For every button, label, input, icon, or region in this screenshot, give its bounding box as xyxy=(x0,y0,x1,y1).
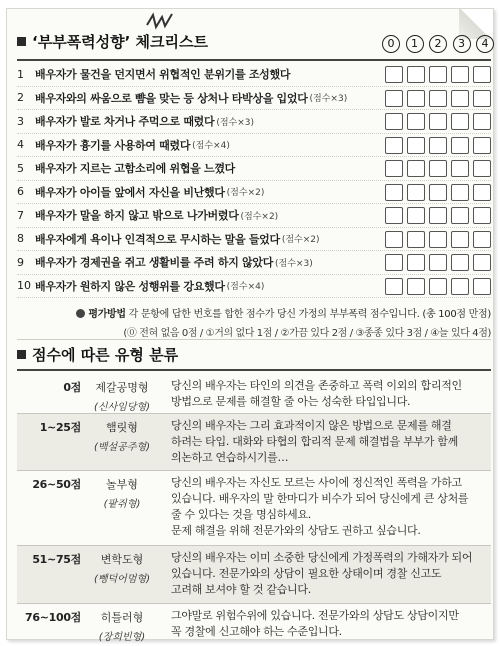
score-options-header xyxy=(382,35,494,53)
answer-box[interactable] xyxy=(473,66,491,83)
answer-box[interactable] xyxy=(429,278,447,295)
answer-boxes xyxy=(385,113,491,130)
type-name xyxy=(81,604,163,646)
answer-box[interactable] xyxy=(429,66,447,83)
item-text: 배우자가 말을 하지 않고 밖으로 나가버렸다 xyxy=(35,209,239,223)
item-weight: (점수×3) xyxy=(275,258,313,269)
answer-boxes xyxy=(385,90,491,107)
score-range: 76~100점 xyxy=(24,611,81,624)
types-title: 점수에 따른 유형 분류 xyxy=(32,346,179,364)
method-text: 각 문항에 답한 번호를 합한 점수가 당신 가정의 부부폭력 점수입니다. (총 100점 만점) xyxy=(125,309,491,320)
checklist-item xyxy=(17,204,491,228)
answer-box[interactable] xyxy=(429,90,447,107)
description-line: 줄 수 있다는 것을 명심하세요. xyxy=(171,508,311,521)
item-text: 배우자와의 싸움으로 뺨을 맞는 등 상처나 타박상을 입었다 xyxy=(35,91,308,105)
bullet-icon xyxy=(76,309,85,318)
answer-box[interactable] xyxy=(429,184,447,201)
answer-box[interactable] xyxy=(429,207,447,224)
answer-box[interactable] xyxy=(451,254,469,271)
method-label: 평가방법 xyxy=(88,309,126,320)
types-table xyxy=(17,374,491,646)
answer-boxes xyxy=(385,184,491,201)
answer-box[interactable] xyxy=(473,254,491,271)
item-text: 배우자가 지르는 고함소리에 위협을 느꼈다 xyxy=(35,162,235,176)
description-line: 당신의 배우자는 자신도 모르는 사이에 정신적인 폭력을 가하고 xyxy=(171,476,462,489)
type-name xyxy=(81,414,163,470)
answer-box[interactable] xyxy=(451,137,469,154)
answer-box[interactable] xyxy=(407,137,425,154)
answer-box[interactable] xyxy=(451,66,469,83)
score-range: 51~75점 xyxy=(32,553,81,566)
type-alias: (신사임당형) xyxy=(93,402,151,413)
type-row xyxy=(17,604,491,646)
type-name xyxy=(81,546,163,603)
description-line: 당신의 배우자는 타인의 의견을 존중하고 폭력 이외의 합리적인 xyxy=(171,379,462,392)
answer-box[interactable] xyxy=(429,231,447,248)
item-weight: (점수×3) xyxy=(216,117,255,128)
type-label: 변학도형 xyxy=(100,553,144,566)
answer-boxes xyxy=(385,66,491,83)
divider xyxy=(17,59,491,61)
type-label: 제갈공명형 xyxy=(95,381,149,394)
answer-box[interactable] xyxy=(407,90,425,107)
answer-box[interactable] xyxy=(385,254,403,271)
answer-box[interactable] xyxy=(407,113,425,130)
checklist-item xyxy=(17,181,491,205)
scale-legend: (⓪ 전혀 없음 0점 / ①거의 없다 1점 / ②가끔 있다 2점 / ③종종 있다 3점 / ④늘 있다 4점) xyxy=(123,328,491,339)
checklist-title: ‘부부폭력성향’ 체크리스트 xyxy=(32,33,209,51)
answer-box[interactable] xyxy=(473,113,491,130)
answer-box[interactable] xyxy=(451,90,469,107)
answer-box[interactable] xyxy=(407,160,425,177)
description-line: 있습니다. 배우자의 말 한마디가 비수가 되어 당신에게 큰 상처를 xyxy=(171,492,469,505)
description-line: 꼭 경찰에 신고해야 하는 수준입니다. xyxy=(171,625,342,638)
answer-box[interactable] xyxy=(451,207,469,224)
answer-box[interactable] xyxy=(385,207,403,224)
type-row xyxy=(17,374,491,414)
item-number: 4 xyxy=(17,138,24,152)
answer-box[interactable] xyxy=(407,231,425,248)
description-line: 하려는 타입. 대화와 타협의 합리적 문제 해결법을 부부가 함께 xyxy=(171,435,458,448)
item-text: 배우자가 원하지 않은 성행위를 강요했다 xyxy=(35,279,225,293)
type-alias: (백설공주형) xyxy=(93,442,151,453)
type-row xyxy=(17,471,491,546)
item-weight: (점수×4) xyxy=(226,282,265,293)
checklist-item xyxy=(17,110,491,134)
answer-box[interactable] xyxy=(451,231,469,248)
type-description xyxy=(163,604,491,646)
type-description xyxy=(163,374,491,413)
answer-box[interactable] xyxy=(385,113,403,130)
answer-box[interactable] xyxy=(407,254,425,271)
answer-box[interactable] xyxy=(407,66,425,83)
type-alias: (장희빈형) xyxy=(98,632,146,643)
answer-box[interactable] xyxy=(451,184,469,201)
item-number: 7 xyxy=(17,208,24,222)
item-weight: (점수×2) xyxy=(226,188,265,199)
item-number: 10 xyxy=(17,279,31,293)
answer-box[interactable] xyxy=(407,184,425,201)
answer-box[interactable] xyxy=(429,254,447,271)
checklist-item xyxy=(17,63,491,87)
square-bullet-icon xyxy=(17,37,26,46)
evaluation-method xyxy=(17,305,491,339)
answer-box[interactable] xyxy=(473,90,491,107)
item-number: 5 xyxy=(17,161,24,175)
checklist-item xyxy=(17,275,491,299)
answer-boxes xyxy=(385,137,491,154)
score-range: 26~50점 xyxy=(32,478,81,491)
item-number: 1 xyxy=(17,67,24,81)
description-line: 의논하고 연습하시기를… xyxy=(171,451,289,464)
answer-box[interactable] xyxy=(385,66,403,83)
answer-box[interactable] xyxy=(451,160,469,177)
checklist-item xyxy=(17,251,491,275)
description-line: 있습니다. 전문가와의 상담이 필요한 상태이며 경찰 신고도 xyxy=(171,567,442,580)
description-line: 방법으로 문제를 해결할 줄 아는 성숙한 타입입니다. xyxy=(171,395,411,408)
description-line: 고려해 보셔야 할 것 같습니다. xyxy=(171,583,311,596)
answer-box[interactable] xyxy=(407,278,425,295)
divider xyxy=(17,369,491,371)
score-option: 2 xyxy=(429,35,447,53)
type-alias: (뺑덕어멈형) xyxy=(93,574,151,585)
item-text: 배우자가 경제권을 쥐고 생활비를 주려 하지 않았다 xyxy=(35,256,274,270)
answer-box[interactable] xyxy=(473,231,491,248)
item-weight: (점수×2) xyxy=(240,211,279,222)
checklist-items xyxy=(17,63,491,298)
item-text: 배우자가 발로 차거나 주먹으로 때렸다 xyxy=(35,115,215,129)
answer-boxes xyxy=(385,160,491,177)
checklist-sheet xyxy=(6,8,494,643)
answer-box[interactable] xyxy=(473,207,491,224)
answer-box[interactable] xyxy=(473,278,491,295)
item-number: 8 xyxy=(17,232,24,246)
type-label: 놀부형 xyxy=(106,478,138,491)
item-number: 6 xyxy=(17,185,24,199)
answer-box[interactable] xyxy=(451,113,469,130)
score-option: 4 xyxy=(476,35,494,53)
score-option: 0 xyxy=(382,35,400,53)
answer-box[interactable] xyxy=(429,113,447,130)
item-weight: (점수×2) xyxy=(281,235,320,246)
description-line: 당신의 배우자는 그리 효과적이지 않은 방법으로 문제를 해결 xyxy=(171,419,452,432)
score-option: 3 xyxy=(453,35,471,53)
answer-box[interactable] xyxy=(429,137,447,154)
score-option: 1 xyxy=(406,35,424,53)
item-text: 배우자가 물건을 던지면서 위협적인 분위기를 조성했다 xyxy=(35,68,291,82)
type-label: 히틀러형 xyxy=(100,611,144,624)
checklist-item xyxy=(17,157,491,181)
answer-boxes xyxy=(385,231,491,248)
type-description xyxy=(163,414,491,470)
type-label: 햄릿형 xyxy=(106,421,138,434)
type-description xyxy=(163,471,491,545)
score-range: 0점 xyxy=(63,381,81,394)
type-alias: (팥쥐형) xyxy=(103,499,141,510)
divider xyxy=(17,339,491,340)
description-line: 문제 해결을 위해 전문가와의 상담도 권하고 싶습니다. xyxy=(171,524,421,537)
item-number: 3 xyxy=(17,114,24,128)
item-text: 배우자가 아이들 앞에서 자신을 비난했다 xyxy=(35,185,225,199)
checklist-item xyxy=(17,228,491,252)
square-bullet-icon xyxy=(17,350,26,359)
answer-box[interactable] xyxy=(385,278,403,295)
answer-box[interactable] xyxy=(385,160,403,177)
item-number: 9 xyxy=(17,255,24,269)
answer-box[interactable] xyxy=(385,184,403,201)
answer-box[interactable] xyxy=(385,137,403,154)
checklist-item xyxy=(17,134,491,158)
description-line: 그야말로 위험수위에 있습니다. 전문가와의 상담도 상담이지만 xyxy=(171,609,459,622)
answer-boxes xyxy=(385,254,491,271)
answer-box[interactable] xyxy=(385,90,403,107)
method-description xyxy=(17,305,491,320)
answer-box[interactable] xyxy=(473,160,491,177)
checklist-item xyxy=(17,87,491,111)
checklist-header xyxy=(17,31,208,52)
answer-box[interactable] xyxy=(473,184,491,201)
type-row xyxy=(17,546,491,604)
types-header xyxy=(17,344,178,365)
type-name xyxy=(81,374,163,413)
answer-box[interactable] xyxy=(473,137,491,154)
item-number: 2 xyxy=(17,91,24,105)
item-weight: (점수×3) xyxy=(309,94,348,105)
answer-box[interactable] xyxy=(429,160,447,177)
answer-box[interactable] xyxy=(407,207,425,224)
item-weight: (점수×4) xyxy=(192,141,230,152)
type-description xyxy=(163,546,491,603)
item-text: 배우자가 흉기를 사용하여 때렸다 xyxy=(35,138,191,152)
answer-boxes xyxy=(385,278,491,295)
type-name xyxy=(81,471,163,545)
answer-box[interactable] xyxy=(451,278,469,295)
item-text: 배우자에게 욕이나 인격적으로 무시하는 말을 들었다 xyxy=(35,232,280,246)
answer-boxes xyxy=(385,207,491,224)
answer-box[interactable] xyxy=(385,231,403,248)
type-row xyxy=(17,414,491,471)
description-line: 당신의 배우자는 이미 소중한 당신에게 가정폭력의 가해자가 되어 xyxy=(171,551,473,564)
score-range: 1~25점 xyxy=(39,421,81,434)
